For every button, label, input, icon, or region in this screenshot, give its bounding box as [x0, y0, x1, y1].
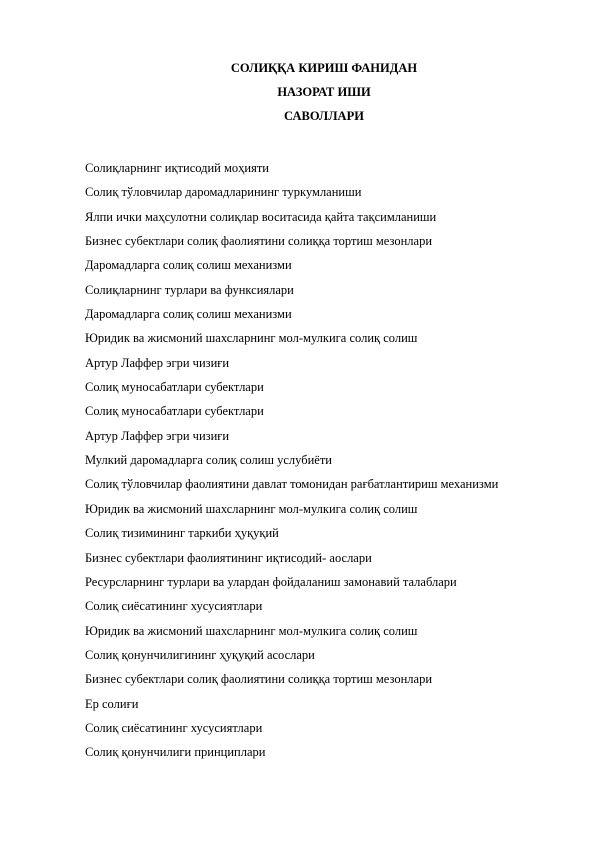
question-item: Ялпи ички маҳсулотни солиқлар воситасида қайта тақсимланиши: [85, 209, 437, 224]
question-item: Солиқларнинг турлари ва функсиялари: [85, 282, 294, 297]
question-item: Ресурсларнинг турлари ва улардан фойдаланиш замонавий талаблари: [85, 574, 457, 589]
question-item: Солиқларнинг иқтисодий моҳияти: [85, 161, 269, 175]
document-title: [0, 56, 596, 128]
question-item: Солиқ муносабатлари субектлари: [85, 404, 264, 419]
title-line-1: СОЛИҚҚА КИРИШ ФАНИДАН: [230, 61, 418, 75]
question-item: Юридик ва жисмоний шахсларнинг мол-мулкига солиқ солиш: [85, 501, 418, 516]
question-item: Солиқ қонунчилигининг ҳуқуқий асослари: [85, 647, 315, 662]
question-item: Бизнес субектлари солиқ фаолиятини солиққа тортиш мезонлари: [85, 672, 433, 687]
question-item: Даромадларга солиқ солиш механизми: [85, 258, 292, 273]
question-item: Солиқ муносабатлари субектлари: [85, 380, 264, 395]
question-item: Мулкий даромадларга солиқ солиш услубиёти: [85, 453, 332, 468]
question-item: Солиқ қонунчилиги принциплари: [85, 745, 266, 760]
question-item: Юридик ва жисмоний шахсларнинг мол-мулкига солиқ солиш: [85, 331, 418, 346]
question-item: Ер солиғи: [85, 696, 139, 711]
question-item: Артур Лаффер эгри чизиғи: [85, 428, 230, 443]
question-item: Солиқ тўловчилар даромадларининг туркумланиши: [85, 185, 362, 200]
question-item: Юридик ва жисмоний шахсларнинг мол-мулкига солиқ солиш: [85, 623, 418, 638]
question-item: Бизнес субектлари солиқ фаолиятини солиққа тортиш мезонлари: [85, 234, 433, 249]
question-item: Даромадларга солиқ солиш механизми: [85, 307, 292, 322]
question-item: Артур Лаффер эгри чизиғи: [85, 355, 230, 370]
question-item: Солиқ тўловчилар фаолиятини давлат томонидан рағбатлантириш механизми: [85, 477, 499, 492]
title-line-3: САВОЛЛАРИ: [284, 109, 364, 123]
question-list: [85, 158, 498, 767]
question-item: Солиқ сиёсатининг хусусиятлари: [85, 599, 263, 614]
title-line-2: НАЗОРАТ ИШИ: [277, 85, 371, 99]
question-item: Бизнес субектлари фаолиятининг иқтисодий- аослари: [85, 550, 372, 565]
question-item: Солиқ тизимининг таркиби ҳуқуқий: [85, 526, 279, 541]
question-item: Солиқ сиёсатининг хусусиятлари: [85, 720, 263, 735]
